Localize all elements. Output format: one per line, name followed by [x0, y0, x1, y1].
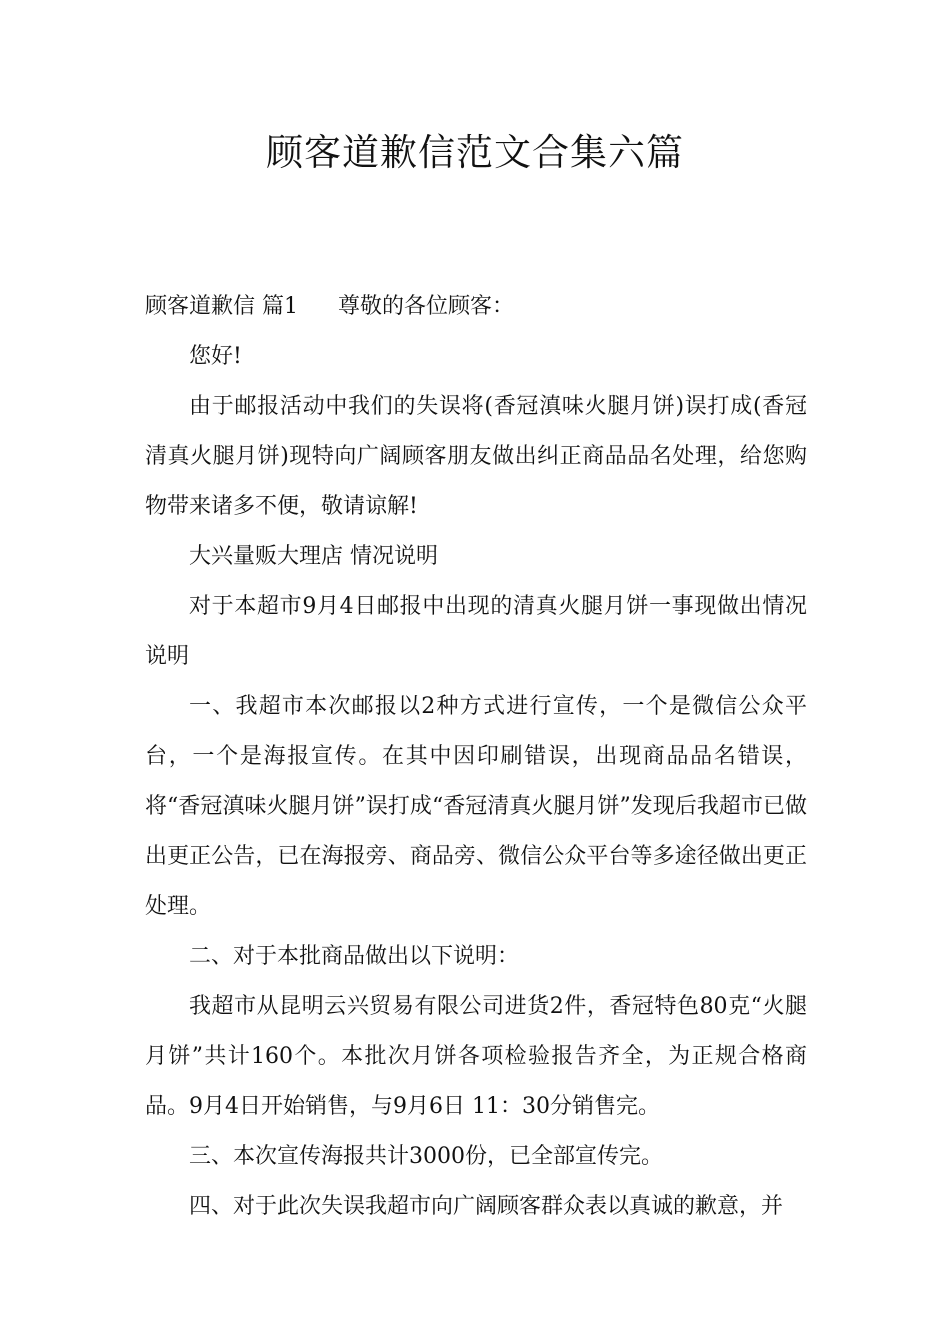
- paragraph-store-heading: 大兴量贩大理店 情况说明: [189, 544, 438, 569]
- paragraph-greeting: 您好!: [189, 344, 242, 369]
- paragraph-apology: 由于邮报活动中我们的失误将(香冠滇味火腿月饼)误打成(香冠清真火腿月饼)现特向广阔顾客朋友做出纠正商品品名处理，给您购物带来诸多不便，敬请谅解!: [145, 394, 807, 519]
- paragraph-point-4: 四、对于此次失误我超市向广阔顾客群众表以真诚的歉意，并: [189, 1194, 784, 1219]
- paragraph-point-1: 一、我超市本次邮报以2种方式进行宣传，一个是微信公众平台，一个是海报宣传。在其中因印刷错误，出现商品品名错误，将“香冠滇味火腿月饼”误打成“香冠清真火腿月饼”发现后我超市已做出更正公告，已在海报旁、商品旁、微信公众平台等多途径做出更正处理。: [145, 694, 807, 919]
- first-line: [145, 282, 807, 332]
- document-body: [145, 282, 807, 1232]
- paragraph-intro: 对于本超市9月4日邮报中出现的清真火腿月饼一事现做出情况说明: [145, 594, 807, 669]
- paragraph-point-3: 三、本次宣传海报共计3000份，已全部宣传完。: [189, 1144, 663, 1169]
- paragraph-details: 我超市从昆明云兴贸易有限公司进货2件，香冠特色80克“火腿月饼”共计160个。本批次月饼各项检验报告齐全，为正规合格商品。9月4日开始销售，与9月6日 11：30分销售完。: [145, 994, 807, 1119]
- document-title: 顾客道歉信范文合集六篇: [266, 131, 684, 174]
- paragraph-point-2: 二、对于本批商品做出以下说明：: [189, 944, 520, 969]
- salutation: 尊敬的各位顾客：: [338, 294, 515, 319]
- section-heading: 顾客道歉信 篇1: [145, 294, 298, 319]
